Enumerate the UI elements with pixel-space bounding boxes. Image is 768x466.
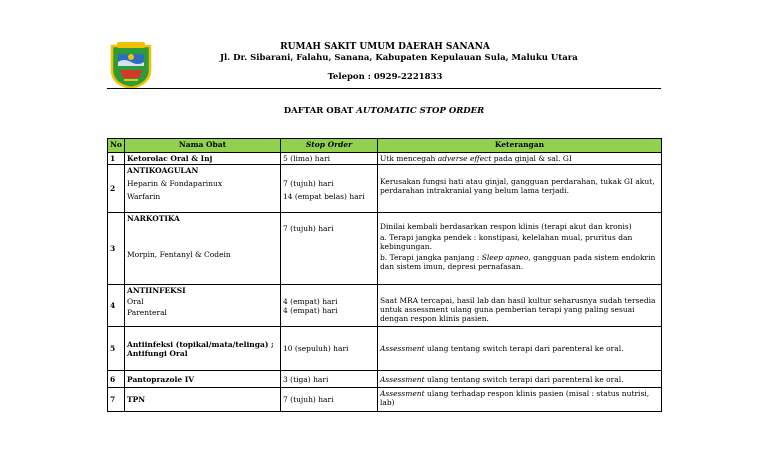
remarks: Assessment ulang tentang switch terapi dari parenteral ke oral. [378, 327, 662, 371]
remarks: Kerusakan fungsi hati atau ginjal, gangguan perdarahan, tukak GI akut, perdarahan intrakranial yang belum lama terjadi. [378, 165, 662, 213]
letterhead [220, 42, 578, 83]
drug-item: Oral [127, 297, 144, 306]
stop-order: 5 (lima) hari [281, 153, 378, 165]
remarks: Assessment ulang tentang switch terapi dari parenteral ke oral. [378, 371, 662, 388]
drug-group: ANTIINFEKSI [127, 286, 186, 295]
row-number: 1 [108, 153, 125, 165]
remarks: Saat MRA tercapai, hasil lab dan hasil kultur seharusnya sudah tersedia untuk assessment ulang guna pemberian terapi yang paling sesuai dengan respon klinis pasien. [378, 285, 662, 327]
header-stop-order: Stop Order [281, 139, 378, 153]
stop-order: 10 (sepuluh) hari [281, 327, 378, 371]
hospital-phone: Telepon : 0929-2221833 [327, 72, 443, 82]
table-row [108, 153, 662, 165]
stop-order: 3 (tiga) hari [281, 371, 378, 388]
table-row [108, 371, 662, 388]
table-row [108, 285, 662, 327]
stop-order: 4 (empat) hari 4 (empat) hari [281, 285, 378, 327]
drug-name [125, 165, 281, 213]
drug-item: Morpin, Fentanyl & Codein [127, 250, 231, 259]
drug-group: ANTIKOAGULAN [127, 166, 199, 175]
table-row [108, 388, 662, 412]
hospital-address: Jl. Dr. Sibarani, Falahu, Sanana, Kabupaten Kepulauan Sula, Maluku Utara [220, 53, 578, 63]
drug-name: Ketorolac Oral & Inj [125, 153, 281, 165]
drug-group: NARKOTIKA [127, 214, 180, 223]
row-number: 4 [108, 285, 125, 327]
remarks: Dinilai kembali berdasarkan respon klinis (terapi akut dan kronis) a. Terapi jangka pendek : konstipasi, kelelahan mual, pruritus dan kebingungan. b. Terapi jangka panjang : Sleep apneo, gangguan pada sistem endokrin dan sistem imun, depresi pernafasan. [378, 213, 662, 285]
table-row [108, 327, 662, 371]
row-number: 2 [108, 165, 125, 213]
remarks: Assessment ulang terhadap respon klinis pasien (misal : status nutrisi, lab) [378, 388, 662, 412]
drug-item: Parenteral [127, 308, 167, 317]
drug-name [125, 285, 281, 327]
table-header-row [108, 139, 662, 153]
stop-order: 7 (tujuh) hari 14 (empat belas) hari [281, 165, 378, 213]
stop-order: 7 (tujuh) hari [281, 388, 378, 412]
hospital-name: RUMAH SAKIT UMUM DAERAH SANANA [280, 42, 490, 52]
table-row [108, 213, 662, 285]
row-number: 7 [108, 388, 125, 412]
drug-name: Pantoprazole IV [125, 371, 281, 388]
stop-order: 7 (tujuh) hari [281, 213, 378, 285]
row-number: 5 [108, 327, 125, 371]
document-title: DAFTAR OBAT AUTOMATIC STOP ORDER [283, 106, 485, 116]
remarks: Utk mencegah adverse effect pada ginjal & sal. GI [378, 153, 662, 165]
letterhead-divider [107, 88, 661, 89]
header-no: No [108, 139, 125, 153]
table-row [108, 165, 662, 213]
drug-name: Antiinfeksi (topikal/mata/telinga) ; Antifungi Oral [125, 327, 281, 371]
regency-emblem-icon [106, 40, 156, 90]
drug-item: Heparin & Fondaparinux [127, 179, 223, 188]
header-remarks: Keterangan [378, 139, 662, 153]
header-drug-name: Nama Obat [125, 139, 281, 153]
stop-order-table [107, 138, 662, 412]
drug-name [125, 213, 281, 285]
drug-name: TPN [125, 388, 281, 412]
row-number: 6 [108, 371, 125, 388]
drug-item: Warfarin [127, 192, 161, 201]
row-number: 3 [108, 213, 125, 285]
